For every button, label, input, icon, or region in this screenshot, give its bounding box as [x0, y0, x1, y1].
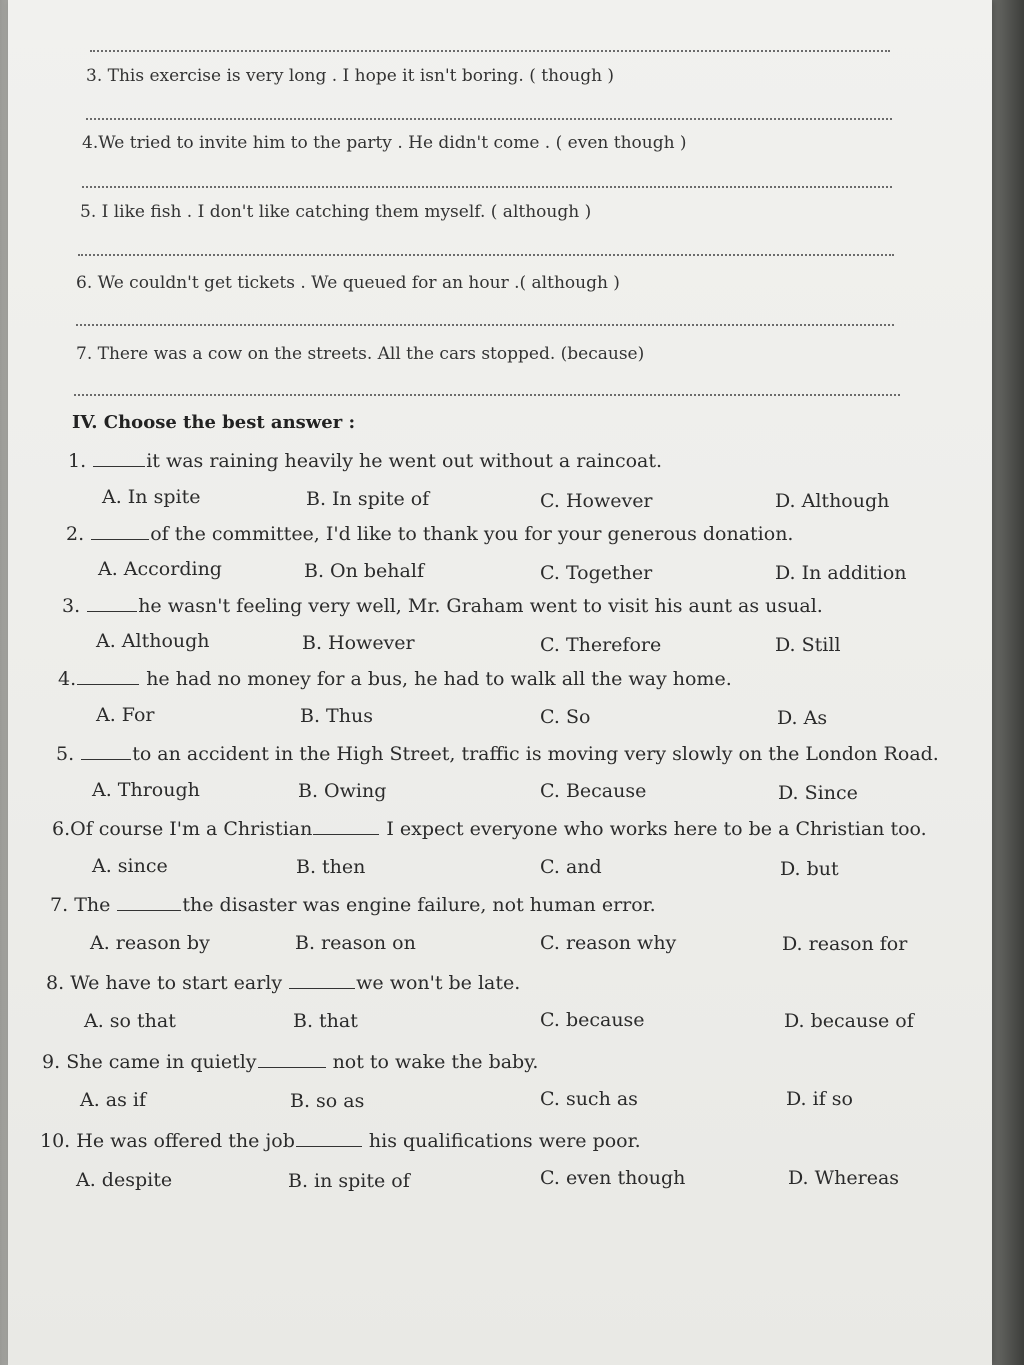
question — [40, 1130, 641, 1152]
option-d[interactable]: D. reason for — [782, 933, 908, 955]
answer-line — [90, 50, 890, 52]
worksheet-content — [8, 0, 992, 1365]
answer-blank[interactable] — [289, 974, 355, 989]
question-number: 5. — [56, 743, 75, 765]
question — [50, 894, 656, 916]
question-text: he had no money for a bus, he had to walk all the way home. — [146, 668, 732, 690]
answer-blank[interactable] — [91, 525, 149, 540]
answer-blank[interactable] — [93, 452, 145, 467]
question — [62, 595, 823, 617]
question-text: it was raining heavily he went out without a raincoat. — [146, 450, 663, 472]
option-a[interactable]: A. Although — [96, 630, 210, 652]
option-c[interactable]: C. Because — [540, 780, 647, 802]
option-d[interactable]: D. Whereas — [788, 1167, 900, 1189]
question — [52, 818, 927, 840]
question-text: not to wake the baby. — [332, 1051, 539, 1073]
answer-blank[interactable] — [81, 745, 131, 760]
option-d[interactable]: D. if so — [786, 1088, 853, 1110]
section-title: IV. Choose the best answer : — [72, 412, 356, 433]
question-number: 8. — [46, 972, 65, 994]
question-text-start: He was offered the job — [76, 1130, 295, 1152]
desk-edge — [990, 0, 1024, 1365]
question-text: the disaster was engine failure, not human error. — [182, 894, 656, 916]
option-c[interactable]: C. reason why — [540, 932, 677, 954]
question-text-start: The — [74, 894, 111, 916]
option-d[interactable]: D. Still — [775, 634, 841, 656]
option-a[interactable]: A. despite — [76, 1169, 173, 1191]
option-c[interactable]: C. However — [540, 490, 653, 512]
question-number: 6. — [52, 818, 71, 840]
option-c[interactable]: C. Therefore — [540, 634, 662, 656]
rewrite-item: 6. We couldn't get tickets . We queued for an hour .( although ) — [76, 273, 620, 293]
option-a[interactable]: A. since — [92, 855, 168, 877]
answer-blank[interactable] — [117, 896, 181, 911]
rewrite-item: 3. This exercise is very long . I hope it isn't boring. ( though ) — [86, 66, 615, 86]
option-c[interactable]: C. even though — [540, 1167, 686, 1189]
option-c[interactable]: C. Together — [540, 562, 653, 584]
option-c[interactable]: C. and — [540, 856, 602, 878]
option-b[interactable]: B. Thus — [300, 705, 373, 727]
answer-blank[interactable] — [77, 670, 139, 685]
worksheet-page — [8, 0, 992, 1365]
option-c[interactable]: C. because — [540, 1009, 645, 1031]
question-text: we won't be late. — [356, 972, 521, 994]
question-text: he wasn't feeling very well, Mr. Graham went to visit his aunt as usual. — [138, 595, 823, 617]
answer-blank[interactable] — [258, 1053, 326, 1068]
rewrite-item: 4.We tried to invite him to the party . He didn't come . ( even though ) — [82, 133, 687, 153]
option-b[interactable]: B. then — [296, 856, 366, 878]
option-a[interactable]: A. so that — [84, 1010, 176, 1032]
option-a[interactable]: A. According — [98, 558, 222, 580]
question-number: 7. — [50, 894, 69, 916]
answer-blank[interactable] — [87, 597, 137, 612]
option-d[interactable]: D. because of — [784, 1010, 914, 1032]
option-d[interactable]: D. In addition — [775, 562, 907, 584]
answer-line — [78, 254, 894, 256]
question-number: 1. — [68, 450, 87, 472]
option-d[interactable]: D. As — [777, 707, 828, 729]
question-text-start: She came in quietly — [66, 1051, 257, 1073]
answer-line — [86, 118, 892, 120]
option-b[interactable]: B. Owing — [298, 780, 387, 802]
question-number: 10. — [40, 1130, 71, 1152]
option-a[interactable]: A. For — [96, 704, 155, 726]
option-b[interactable]: B. On behalf — [304, 560, 424, 582]
option-d[interactable]: D. Although — [775, 490, 890, 512]
question — [66, 523, 793, 545]
option-a[interactable]: A. Through — [92, 779, 200, 801]
rewrite-item: 7. There was a cow on the streets. All the cars stopped. (because) — [76, 344, 645, 364]
question-number: 4. — [58, 668, 77, 690]
option-a[interactable]: A. In spite — [102, 486, 201, 508]
question-text-start: Of course I'm a Christian — [70, 818, 313, 840]
rewrite-item: 5. I like fish . I don't like catching them myself. ( although ) — [80, 202, 592, 222]
answer-blank[interactable] — [313, 820, 379, 835]
question-text: to an accident in the High Street, traffic is moving very slowly on the London Road. — [132, 743, 939, 765]
answer-blank[interactable] — [296, 1132, 362, 1147]
option-b[interactable]: B. in spite of — [288, 1170, 410, 1192]
answer-line — [82, 186, 892, 188]
option-b[interactable]: B. that — [293, 1010, 358, 1032]
question — [56, 743, 939, 765]
answer-line — [74, 394, 900, 396]
question — [68, 450, 662, 472]
option-c[interactable]: C. such as — [540, 1088, 638, 1110]
option-c[interactable]: C. So — [540, 706, 591, 728]
option-b[interactable]: B. reason on — [295, 932, 416, 954]
option-a[interactable]: A. as if — [80, 1089, 147, 1111]
option-d[interactable]: D. Since — [778, 782, 858, 804]
option-b[interactable]: B. so as — [290, 1090, 365, 1112]
question-text: I expect everyone who works here to be a Christian too. — [386, 818, 927, 840]
question-number: 9. — [42, 1051, 61, 1073]
option-a[interactable]: A. reason by — [90, 932, 210, 954]
question-text-start: We have to start early — [70, 972, 283, 994]
question — [42, 1051, 538, 1073]
question-number: 2. — [66, 523, 85, 545]
question — [46, 972, 520, 994]
option-d[interactable]: D. but — [780, 858, 839, 880]
question-text: of the committee, I'd like to thank you for your generous donation. — [150, 523, 794, 545]
option-b[interactable]: B. In spite of — [306, 488, 430, 510]
question — [58, 668, 732, 690]
question-text: his qualifications were poor. — [368, 1130, 641, 1152]
option-b[interactable]: B. However — [302, 632, 415, 654]
question-number: 3. — [62, 595, 81, 617]
answer-line — [76, 324, 894, 326]
